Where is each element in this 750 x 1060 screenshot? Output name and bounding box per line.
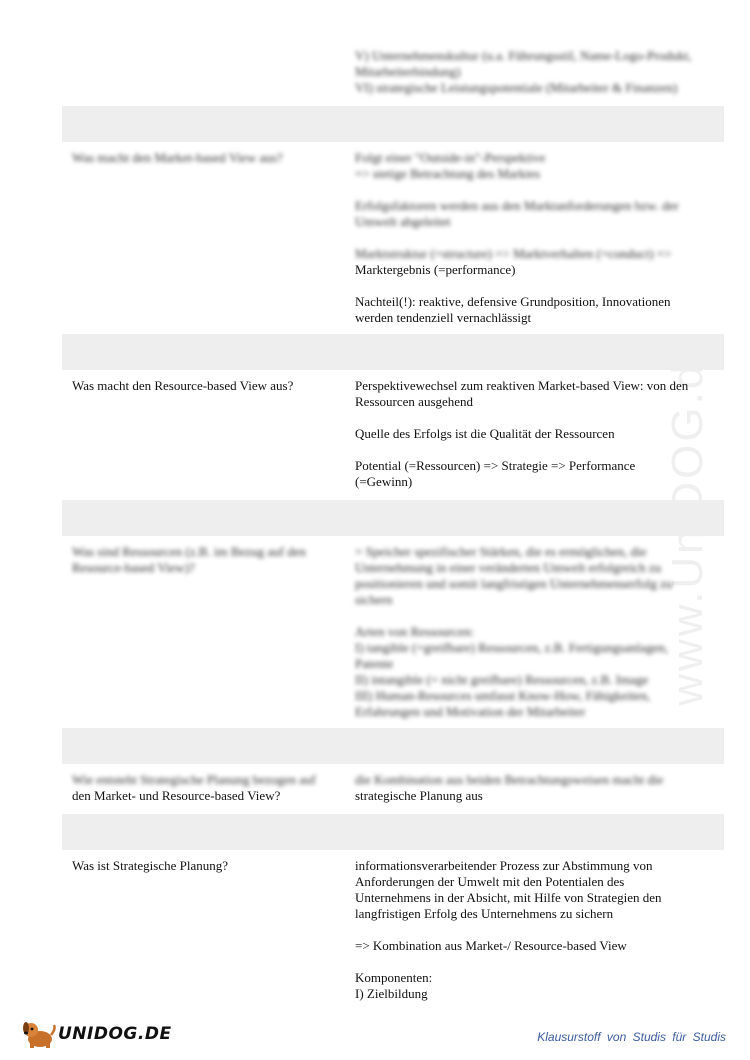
dog-icon: [22, 1019, 56, 1049]
answer-market-based-view: [355, 150, 725, 326]
answer-line: Mitarbeiterbindung): [355, 64, 461, 79]
answer-paragraph: [355, 544, 725, 608]
answer-line: Quelle des Erfolgs ist die Qualität der Ressourcen: [355, 426, 615, 441]
answer-paragraph: [355, 246, 725, 278]
answer-line: Perspektivewechsel zum reaktiven Market-based View: von den: [355, 378, 689, 393]
row-separator: [62, 106, 724, 142]
answer-line: Marktstruktur (=structure) => Marktverhalten (=conduct) =>: [355, 246, 672, 261]
answer-line: Marktergebnis (=performance): [355, 262, 516, 277]
answer-line: VI) strategische Leistungspotentiale (Mitarbeiter & Finanzen): [355, 80, 678, 95]
answer-line: I) tangible (=greifbare) Ressourcen, z.B. Fertigungsanlagen,: [355, 640, 669, 655]
answer-line: (=Gewinn): [355, 474, 413, 489]
unidog-logo[interactable]: [22, 1018, 172, 1050]
answer-line: Patente: [355, 656, 394, 671]
answer-line: positionieren und somit langfristigen Unternehmenserfolg zu: [355, 576, 673, 591]
answer-strategische-planung: [355, 858, 725, 1002]
answer-line: Ressourcen ausgehend: [355, 394, 474, 409]
answer-paragraph: [355, 624, 725, 720]
question-market-based-view: Was macht den Market-based View aus?: [72, 150, 283, 165]
answer-line: = Speicher spezifischer Stärken, die es ermöglichen, die: [355, 544, 647, 559]
answer-line: werden tendenziell vernachlässigt: [355, 310, 532, 325]
row-separator: [62, 334, 724, 370]
logo-text: UNIDOG.DE: [58, 1024, 172, 1044]
answer-line: III) Human-Resources umfasst Know-How, Fähigkeiten,: [355, 688, 651, 703]
answer-line: => stetige Betrachtung des Marktes: [355, 166, 541, 181]
answer-line: die Kombination aus beiden Betrachtungsweisen macht die: [355, 772, 664, 787]
answer-line: I) Zielbildung: [355, 986, 428, 1001]
answer-line: Nachteil(!): reaktive, defensive Grundposition, Innovationen: [355, 294, 671, 309]
answer-line: Umwelt abgeleitet: [355, 214, 451, 229]
answer-paragraph: [355, 970, 725, 1002]
answer-line: Erfolgsfaktoren werden aus den Marktanforderungen bzw. der: [355, 198, 679, 213]
row-separator: [62, 814, 724, 850]
answer-line: Anforderungen der Umwelt mit den Potentialen des: [355, 874, 625, 889]
answer-resource-based-view: [355, 378, 725, 490]
answer-line: strategische Planung aus: [355, 788, 483, 803]
answer-paragraph: [355, 150, 725, 182]
answer-line: langfristigen Erfolg des Unternehmens zu sichern: [355, 906, 614, 921]
top-answer: [355, 48, 725, 96]
answer-paragraph: [355, 378, 725, 410]
answer-line: Folgt einer "Outside-in"-Perspektive: [355, 150, 546, 165]
answer-paragraph: [355, 426, 725, 442]
answer-line: Arten von Ressourcen:: [355, 624, 475, 639]
answer-line: Unternehmens in der Absicht, mit Hilfe von Strategien den: [355, 890, 662, 905]
answer-line: Unternehmung in einer veränderten Umwelt erfolgreich zu: [355, 560, 662, 575]
question-ressourcen: Was sind Ressourcen (z.B. im Bezug auf den Resource-based View)?: [72, 544, 306, 575]
question-line: den Market- und Resource-based View?: [72, 788, 281, 803]
answer-paragraph: [355, 294, 725, 326]
question-strategische-planung: Was ist Strategische Planung?: [72, 858, 229, 873]
answer-line: Potential (=Ressourcen) => Strategie => Performance: [355, 458, 636, 473]
answer-paragraph: [355, 458, 725, 490]
answer-line: II) intangible (= nicht greifbare) Ressourcen, z.B. Image: [355, 672, 649, 687]
answer-paragraph: [355, 858, 725, 922]
question-strategische-planung-bezogen: [72, 772, 342, 804]
question-line: Wie entsteht Strategische Planung bezogen auf: [72, 772, 316, 787]
answer-ressourcen: [355, 544, 725, 720]
answer-line: Erfahrungen und Motivation der Mitarbeiter: [355, 704, 586, 719]
row-separator: [62, 500, 724, 536]
answer-line: V) Unternehmenskultur (u.a. Führungsstil, Name-Logo-Produkt,: [355, 48, 692, 63]
answer-line: => Kombination aus Market-/ Resource-based View: [355, 938, 627, 953]
answer-paragraph: [355, 198, 725, 230]
row-separator: [62, 728, 724, 764]
answer-paragraph: [355, 938, 725, 954]
answer-line: sichern: [355, 592, 393, 607]
question-resource-based-view: Was macht den Resource-based View aus?: [72, 378, 294, 393]
answer-line: Komponenten:: [355, 970, 433, 985]
answer-strategische-planung-bezogen: [355, 772, 725, 804]
answer-line: informationsverarbeitender Prozess zur Abstimmung von: [355, 858, 653, 873]
footer-slogan: Klausurstoff von Studis für Studis: [537, 1030, 726, 1044]
